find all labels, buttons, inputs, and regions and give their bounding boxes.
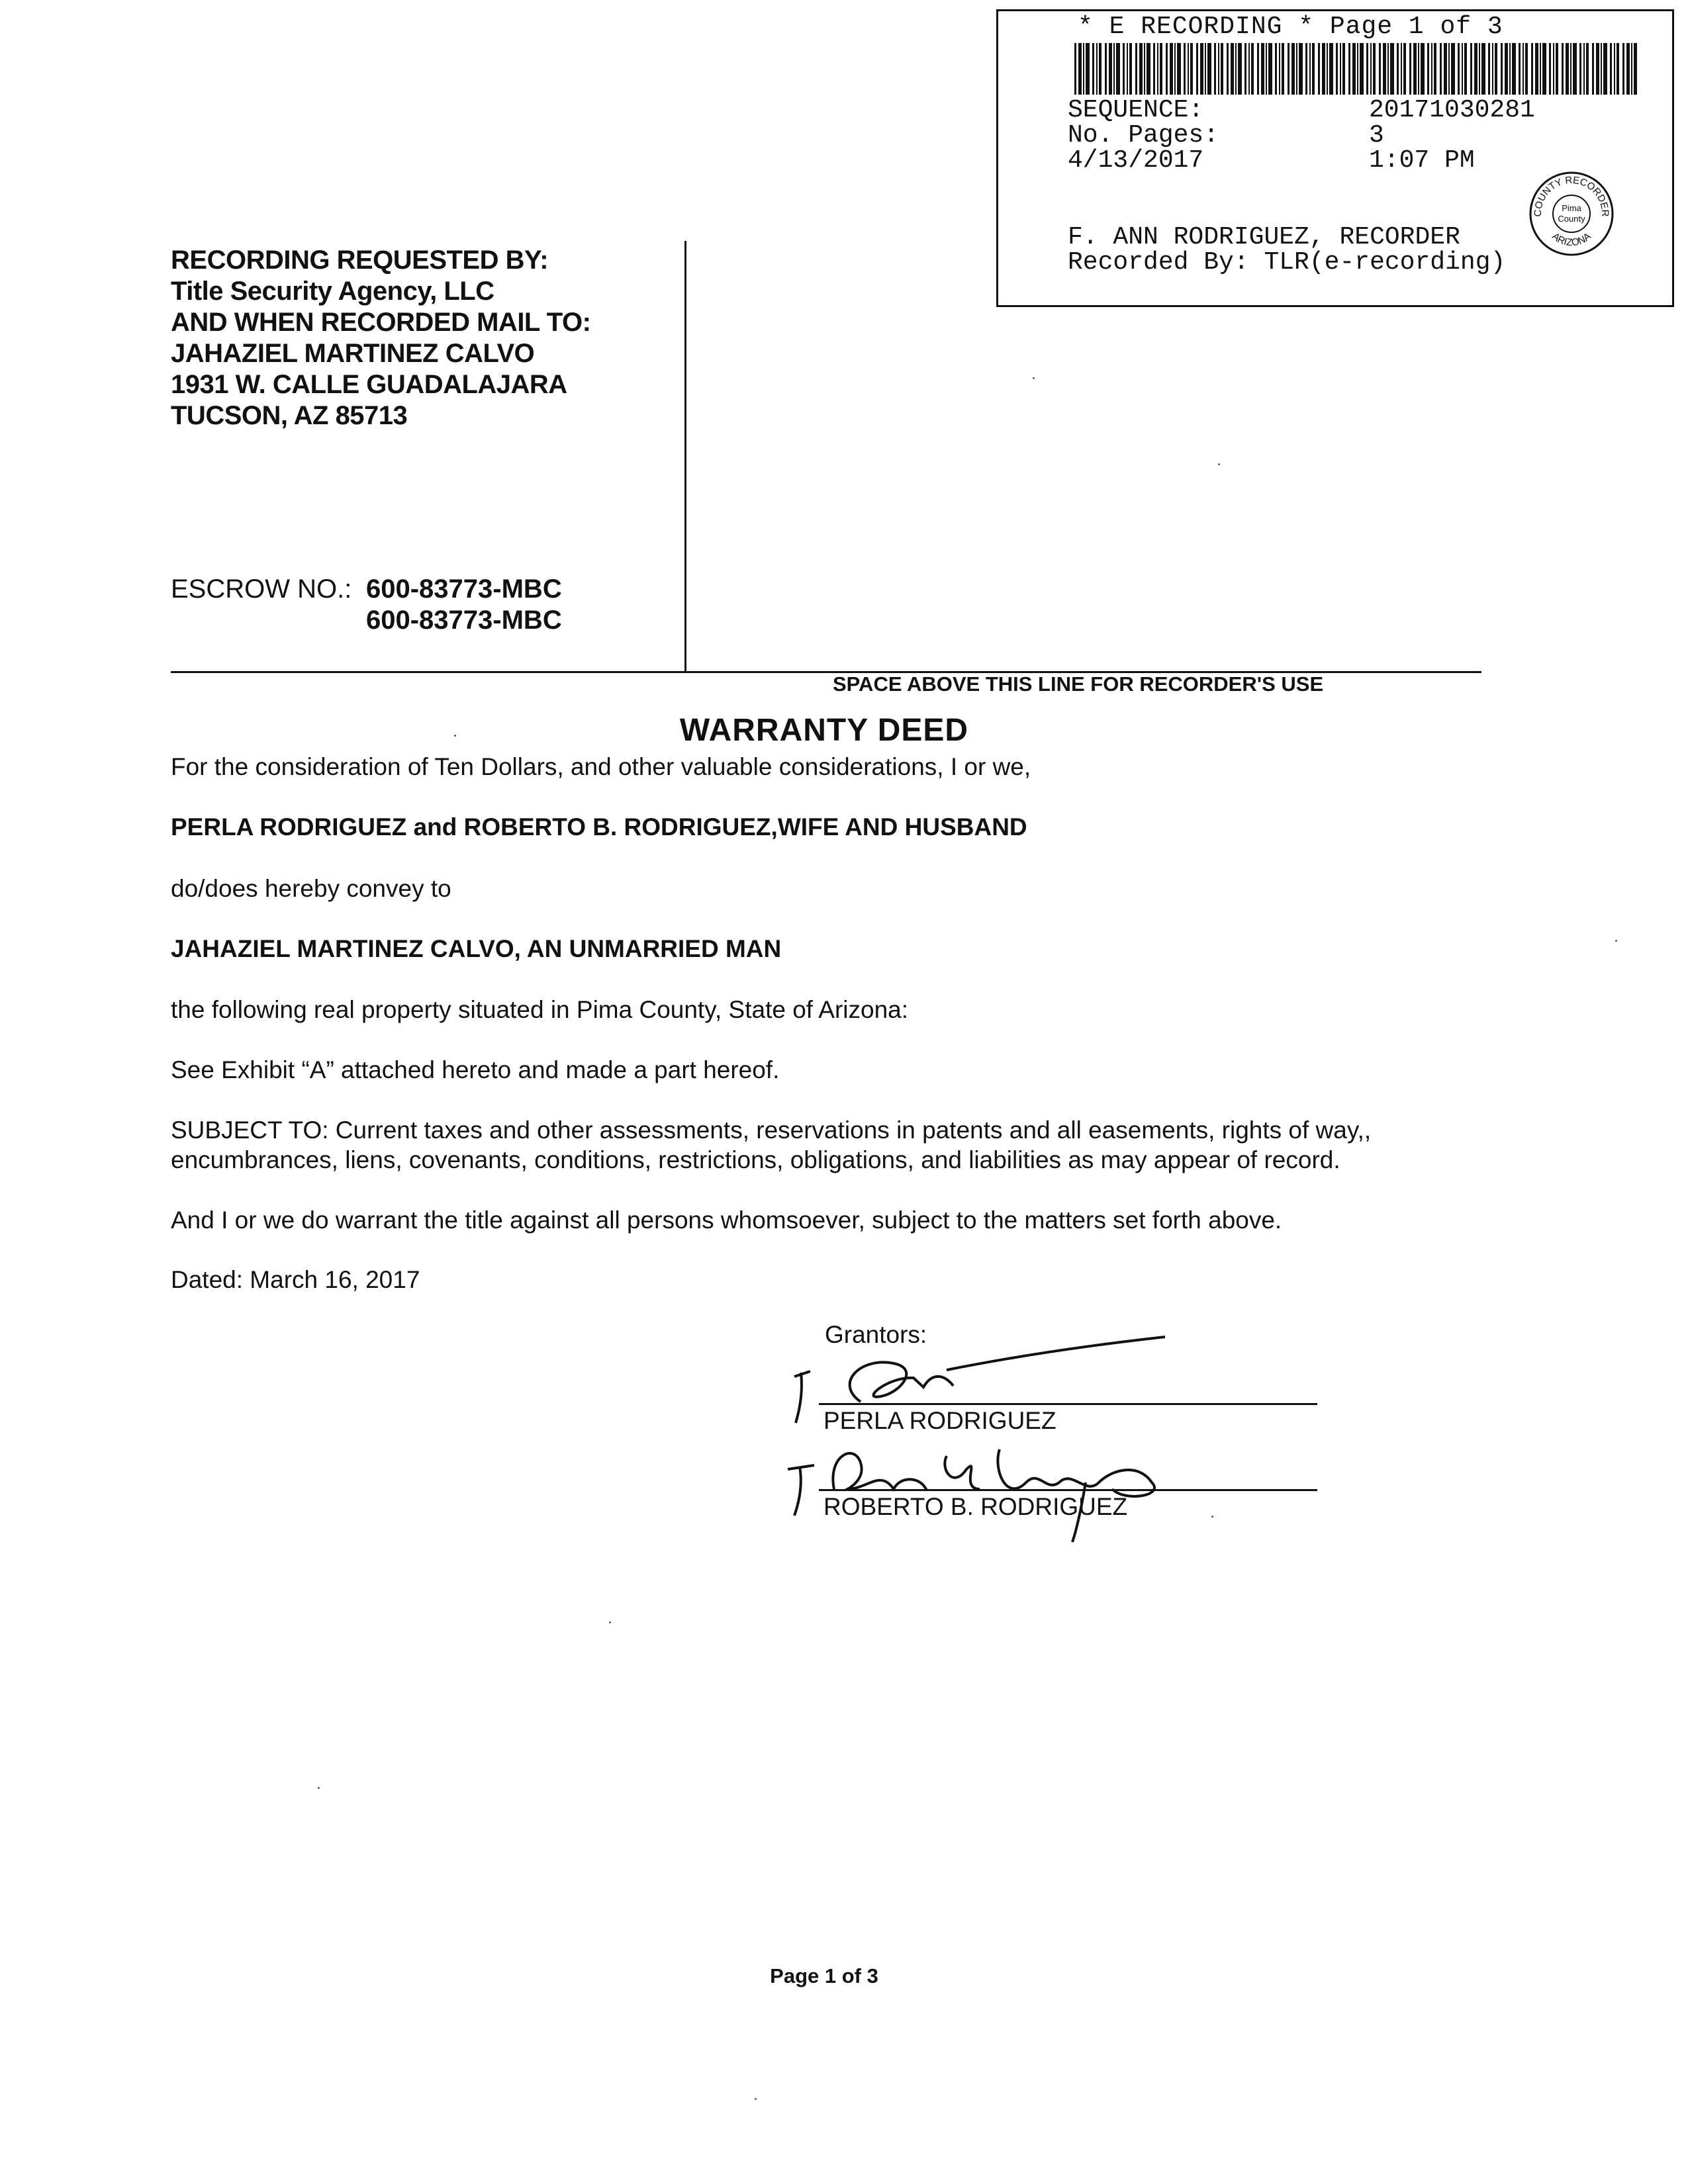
barcode-bar [1542, 43, 1546, 95]
barcode-bar [1184, 43, 1186, 95]
barcode-bar [1282, 43, 1284, 95]
barcode-bar [1614, 43, 1615, 95]
recorder-space-note: SPACE ABOVE THIS LINE FOR RECORDER'S USE [833, 672, 1324, 696]
barcode-bar [1352, 43, 1356, 95]
barcode-bar [1205, 43, 1206, 95]
barcode-bar [1418, 43, 1419, 95]
barcode-bar [1248, 43, 1250, 95]
barcode-bar [1596, 43, 1599, 95]
barcode-bar [1123, 43, 1125, 95]
barcode-bar [1160, 43, 1162, 95]
barcode-bar [1312, 43, 1315, 95]
barcode-bar [1135, 43, 1137, 95]
escrow-number-2: 600-83773-MBC [366, 606, 562, 635]
svg-text:ARIZONA: ARIZONA [1550, 230, 1593, 249]
pages-label: No. Pages: [1068, 121, 1219, 150]
barcode-bar [1390, 43, 1394, 95]
mail-street: 1931 W. CALLE GUADALAJARA [171, 370, 567, 399]
barcode-bar [1177, 43, 1181, 95]
signature-line-1 [819, 1403, 1317, 1405]
svg-text:Pima: Pima [1562, 203, 1581, 213]
barcode-bar [1153, 43, 1155, 95]
scan-speck [755, 2098, 757, 2100]
barcode-bar [1342, 43, 1345, 95]
requested-by: Title Security Agency, LLC [171, 277, 494, 306]
barcode-bar [1387, 43, 1389, 95]
barcode-bar [1448, 43, 1450, 95]
scan-speck [1211, 1516, 1213, 1518]
barcode-bar [1626, 43, 1630, 95]
recorder-stamp [996, 9, 1674, 307]
barcode-bar [1360, 43, 1364, 95]
barcode-bar [1329, 43, 1333, 95]
signer-2-name: ROBERTO B. RODRIGUEZ [823, 1493, 1128, 1520]
barcode-bar [1144, 43, 1145, 95]
mail-city: TUCSON, AZ 85713 [171, 401, 408, 430]
page-number: Page 1 of 3 [770, 1964, 878, 1987]
barcode-bar [1086, 43, 1090, 95]
barcode-bar [1244, 43, 1246, 95]
barcode-bar [1474, 43, 1477, 95]
signature-line-2 [819, 1489, 1317, 1491]
barcode-bar [1275, 43, 1277, 95]
barcode-bar [1309, 43, 1311, 95]
barcode-bar [1214, 43, 1216, 95]
barcode-bar [1501, 43, 1503, 95]
barcode-bar [1579, 43, 1581, 95]
grantors-label: Grantors: [825, 1321, 927, 1348]
barcode-bar [1113, 43, 1115, 95]
subject-to-line-1: SUBJECT TO: Current taxes and other assessments, reservations in patents and all easements, rights of way,, [171, 1116, 1372, 1144]
mail-to-label: AND WHEN RECORDED MAIL TO: [171, 308, 591, 337]
barcode-bar [1291, 43, 1295, 95]
stamp-title: * E RECORDING * Page 1 of 3 [1078, 13, 1503, 41]
requested-by-label: RECORDING REQUESTED BY: [171, 246, 549, 275]
barcode-bar [1078, 43, 1082, 95]
barcode-bar [1462, 43, 1463, 95]
barcode-bar [1092, 43, 1094, 95]
dated-text: Dated: March 16, 2017 [171, 1266, 420, 1293]
barcode-bar [1257, 43, 1259, 95]
consideration-text: For the consideration of Ten Dollars, and other valuable considerations, I or we, [171, 753, 1031, 780]
recorder-name: F. ANN RODRIGUEZ, RECORDER [1068, 223, 1460, 251]
barcode-bar [1481, 43, 1485, 95]
barcode-bar [1129, 43, 1132, 95]
barcode-bar [1562, 43, 1564, 95]
barcode-bar [1340, 43, 1341, 95]
barcode-bar [1207, 43, 1211, 95]
barcode-bar [1336, 43, 1338, 95]
barcode-bar [1261, 43, 1264, 95]
barcode-bar [1610, 43, 1612, 95]
record-date: 4/13/2017 [1068, 146, 1204, 175]
scan-speck [318, 1787, 320, 1789]
recorded-by: Recorded By: TLR(e-recording) [1068, 248, 1506, 277]
svg-text:COUNTY RECORDER: COUNTY RECORDER [1532, 174, 1611, 217]
county-seal-icon [1528, 170, 1615, 257]
barcode-bar [1188, 43, 1189, 95]
barcode-bar [1170, 43, 1173, 95]
record-time: 1:07 PM [1369, 146, 1475, 175]
barcode-bar [1556, 43, 1558, 95]
barcode-bar [1444, 43, 1447, 95]
barcode-bar [1348, 43, 1350, 95]
barcode-bar [1523, 43, 1524, 95]
deed-title: WARRANTY DEED [679, 713, 969, 748]
barcode-bar [1190, 43, 1193, 95]
barcode-bar [1379, 43, 1381, 95]
barcode-bar [1519, 43, 1521, 95]
barcode-bar [1509, 43, 1511, 95]
barcode-bar [1512, 43, 1516, 95]
barcode-bar [1403, 43, 1406, 95]
barcode-bar [1327, 43, 1328, 95]
mail-name: JAHAZIEL MARTINEZ CALVO [171, 339, 535, 368]
subject-to-line-2: encumbrances, liens, covenants, conditions, restrictions, obligations, and liabilities as may appear of record. [171, 1146, 1340, 1173]
barcode-bar [1488, 43, 1490, 95]
svg-text:County: County [1558, 214, 1585, 224]
grantors-names: PERLA RODRIGUEZ and ROBERTO B. RODRIGUEZ,WIFE AND HUSBAND [171, 813, 1027, 841]
barcode-bar [1318, 43, 1320, 95]
barcode-bar [1413, 43, 1417, 95]
barcode-bar [1221, 43, 1223, 95]
scan-speck [454, 735, 456, 737]
barcode-bar [1366, 43, 1368, 95]
warrant-text: And I or we do warrant the title against all persons whomsoever, subject to the matters set forth above. [171, 1206, 1282, 1234]
barcode-bar [1401, 43, 1402, 95]
barcode-bar [1227, 43, 1229, 95]
scan-speck [1218, 463, 1220, 465]
barcode-bar [1266, 43, 1267, 95]
scan-speck [609, 1621, 611, 1623]
barcode-bar [1147, 43, 1150, 95]
barcode-bar [1109, 43, 1112, 95]
signer-1-name: PERLA RODRIGUEZ [823, 1407, 1056, 1434]
sequence-value: 20171030281 [1369, 96, 1535, 124]
pages-value: 3 [1369, 121, 1384, 150]
barcode-bar [1492, 43, 1493, 95]
barcode [1074, 43, 1637, 95]
barcode-bar [1573, 43, 1577, 95]
barcode-bar [1373, 43, 1376, 95]
barcode-bar [1157, 43, 1158, 95]
barcode-bar [1083, 43, 1084, 95]
barcode-bar [1383, 43, 1386, 95]
barcode-bar [1583, 43, 1585, 95]
barcode-bar [1397, 43, 1399, 95]
barcode-bar [1421, 43, 1425, 95]
barcode-bar [1268, 43, 1272, 95]
barcode-bar [1096, 43, 1098, 95]
barcode-bar [1495, 43, 1497, 95]
barcode-bar [1603, 43, 1607, 95]
barcode-bar [1553, 43, 1554, 95]
barcode-bar [1231, 43, 1234, 95]
barcode-bar [1451, 43, 1455, 95]
barcode-bar [1570, 43, 1571, 95]
barcode-bar [1622, 43, 1624, 95]
barcode-bar [1218, 43, 1219, 95]
barcode-bar [1464, 43, 1467, 95]
barcode-bar [1434, 43, 1436, 95]
barcode-bar [1431, 43, 1432, 95]
barcode-bar [1531, 43, 1533, 95]
barcode-bar [1305, 43, 1307, 95]
barcode-bar [1357, 43, 1358, 95]
barcode-bar [1409, 43, 1411, 95]
barcode-bar [1601, 43, 1602, 95]
barcode-bar [1299, 43, 1303, 95]
barcode-bar [1074, 43, 1076, 95]
barcode-bar [1458, 43, 1460, 95]
barcode-bar [1174, 43, 1176, 95]
barcode-bar [1238, 43, 1242, 95]
barcode-bar [1535, 43, 1538, 95]
scan-speck [1033, 377, 1035, 379]
barcode-bar [1279, 43, 1280, 95]
barcode-bar [1235, 43, 1237, 95]
escrow-label: ESCROW NO.: [171, 574, 352, 604]
barcode-bar [1549, 43, 1551, 95]
barcode-bar [1166, 43, 1168, 95]
barcode-bar [1288, 43, 1289, 95]
grantee-name: JAHAZIEL MARTINEZ CALVO, AN UNMARRIED MAN [171, 935, 782, 962]
barcode-bar [1631, 43, 1632, 95]
barcode-bar [1479, 43, 1480, 95]
barcode-bar [1196, 43, 1198, 95]
convey-text: do/does hereby convey to [171, 875, 451, 902]
barcode-bar [1139, 43, 1143, 95]
property-text: the following real property situated in Pima County, State of Arizona: [171, 996, 909, 1023]
barcode-bar [1592, 43, 1594, 95]
exhibit-text: See Exhibit “A” attached hereto and made a part hereof. [171, 1056, 780, 1083]
sequence-label: SEQUENCE: [1068, 96, 1204, 124]
escrow-number-1: 600-83773-MBC [366, 574, 562, 604]
barcode-bar [1322, 43, 1325, 95]
header-divider-vertical [684, 241, 686, 671]
barcode-bar [1099, 43, 1102, 95]
barcode-bar [1127, 43, 1128, 95]
barcode-bar [1525, 43, 1528, 95]
barcode-bar [1105, 43, 1107, 95]
barcode-bar [1634, 43, 1637, 95]
scan-speck [1615, 940, 1617, 942]
barcode-bar [1586, 43, 1589, 95]
barcode-bar [1116, 43, 1120, 95]
barcode-bar [1370, 43, 1372, 95]
barcode-bar [1566, 43, 1569, 95]
barcode-bar [1470, 43, 1472, 95]
barcode-bar [1440, 43, 1442, 95]
barcode-bar [1617, 43, 1619, 95]
barcode-bar [1427, 43, 1429, 95]
barcode-bar [1200, 43, 1203, 95]
barcode-bar [1251, 43, 1254, 95]
barcode-bar [1540, 43, 1541, 95]
barcode-bar [1296, 43, 1297, 95]
barcode-bar [1505, 43, 1508, 95]
